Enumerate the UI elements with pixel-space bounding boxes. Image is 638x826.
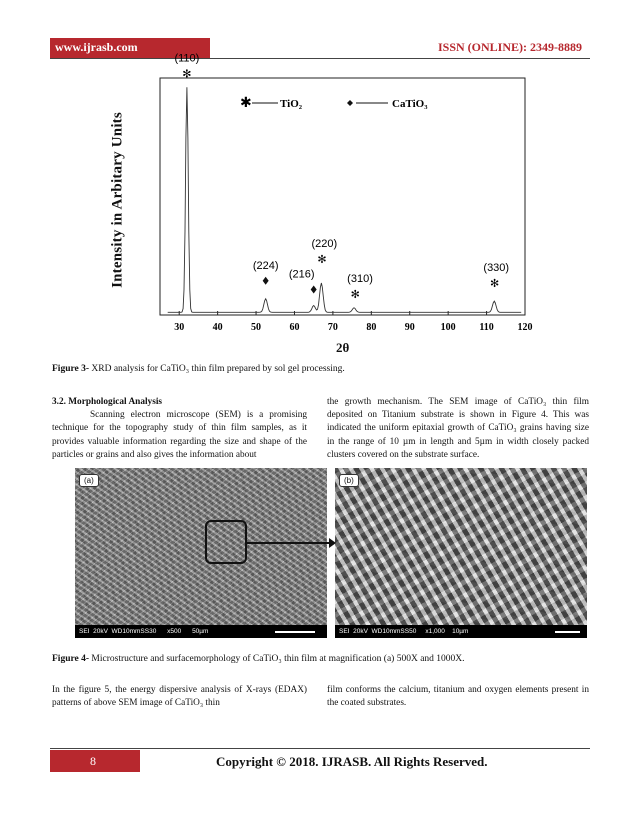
y-axis-label: Intensity in Arbitary Units [109, 112, 126, 288]
legend-diamond-marker [347, 100, 353, 106]
peak-asterisk-marker: ✻ [317, 253, 327, 267]
x-tick-label: 100 [440, 322, 456, 333]
journal-url[interactable]: www.ijrasb.com [55, 40, 138, 54]
x-tick-label: 50 [251, 322, 262, 333]
xrd-trace [168, 87, 522, 312]
legend-label-tio2: TiO₂ [280, 98, 303, 110]
section-paragraph-left: Scanning electron microscope (SEM) is a promising technique for the topography study of thin film samples, as it provides valuable information regarding the size and shape of the particles or grains and also gives the information about [52, 410, 307, 460]
legend-asterisk-marker: ✱ [240, 95, 252, 111]
peak-label: (330) [483, 262, 510, 275]
zoom-region-box [205, 520, 247, 564]
peak-diamond-marker [263, 277, 269, 285]
xrd-chart [115, 52, 535, 340]
panel-b-label: (b) [339, 474, 359, 487]
sem-image-a [75, 468, 327, 638]
sem-info-bar-b: SEI 20kV WD10mmSS50 x1,000 10µm [335, 625, 587, 638]
paragraph2-left: In the figure 5, the energy dispersive analysis of X-rays (EDAX) patterns of above SEM image of CaTiO₃ thin [52, 685, 307, 709]
x-tick-label: 80 [366, 322, 377, 333]
peak-label: (110) [174, 52, 200, 65]
peak-label: (310) [347, 272, 373, 285]
sem-info-bar-a: SEI 20kV WD10mmSS30 x500 50µm [75, 625, 327, 638]
x-axis-label: 2θ [336, 340, 350, 355]
section-title: 3.2. Morphological Analysis [52, 397, 163, 407]
section-paragraph-right: the growth mechanism. The SEM image of CaTiO₃ thin film deposited on Titanium substrate is shown in Figure 4. This was indicated the uniform epitaxial growth of CaTiO₃ grains having size in the range of 10 µm in length and 5µm in width closely packed clusters covered on the substrate surface. [327, 397, 589, 460]
copyright-text: Copyright © 2018. IJRASB. All Rights Reserved. [216, 754, 488, 769]
sem-image-b [335, 468, 587, 638]
section-column-right [327, 396, 589, 462]
figure3-caption-text: XRD analysis for CaTiO₃ thin film prepared by sol gel processing. [89, 364, 345, 374]
zoom-arrow-line [245, 542, 331, 544]
x-tick-label: 120 [517, 322, 533, 333]
section-column-left [52, 396, 307, 462]
x-tick-label: 30 [174, 322, 185, 333]
figure4-caption-text: Microstructure and surfacemorphology of CaTiO₃ thin film at magnification (a) 500X and 1000X. [89, 654, 465, 664]
figure3-caption [52, 364, 345, 374]
x-tick-label: 60 [289, 322, 300, 333]
peak-asterisk-marker: ✻ [350, 287, 360, 301]
panel-a-label: (a) [79, 474, 99, 487]
legend-label-catio3: CaTiO₃ [392, 98, 428, 110]
plot-frame [160, 78, 525, 315]
journal-issn: ISSN (ONLINE): 2349-8889 [437, 40, 582, 54]
scale-bar-b [555, 631, 580, 633]
figure4-caption [52, 654, 465, 664]
sem-micrograph-a [75, 468, 327, 625]
peak-asterisk-marker: ✻ [182, 67, 192, 81]
paragraph2-right: film conforms the calcium, titanium and oxygen elements present in the coated substrates. [327, 685, 589, 709]
figure4-caption-label: Figure 4- [52, 654, 90, 664]
scale-bar-a [275, 631, 315, 633]
x-tick-label: 110 [479, 322, 494, 333]
footer-divider [50, 748, 590, 749]
x-tick-label: 40 [212, 322, 223, 333]
sem-micrograph-b [335, 468, 587, 625]
zoom-arrow-head [329, 538, 336, 548]
peak-asterisk-marker: ✻ [490, 277, 500, 291]
peak-label: (216) [288, 268, 315, 281]
peak-label: (220) [311, 238, 338, 251]
x-tick-label: 70 [327, 322, 338, 333]
peak-label: (224) [252, 259, 279, 272]
x-tick-label: 90 [404, 322, 415, 333]
figure3-caption-label: Figure 3- [52, 364, 90, 374]
peak-diamond-marker [311, 286, 317, 294]
header-divider [50, 58, 590, 59]
page-number: 8 [90, 754, 96, 768]
